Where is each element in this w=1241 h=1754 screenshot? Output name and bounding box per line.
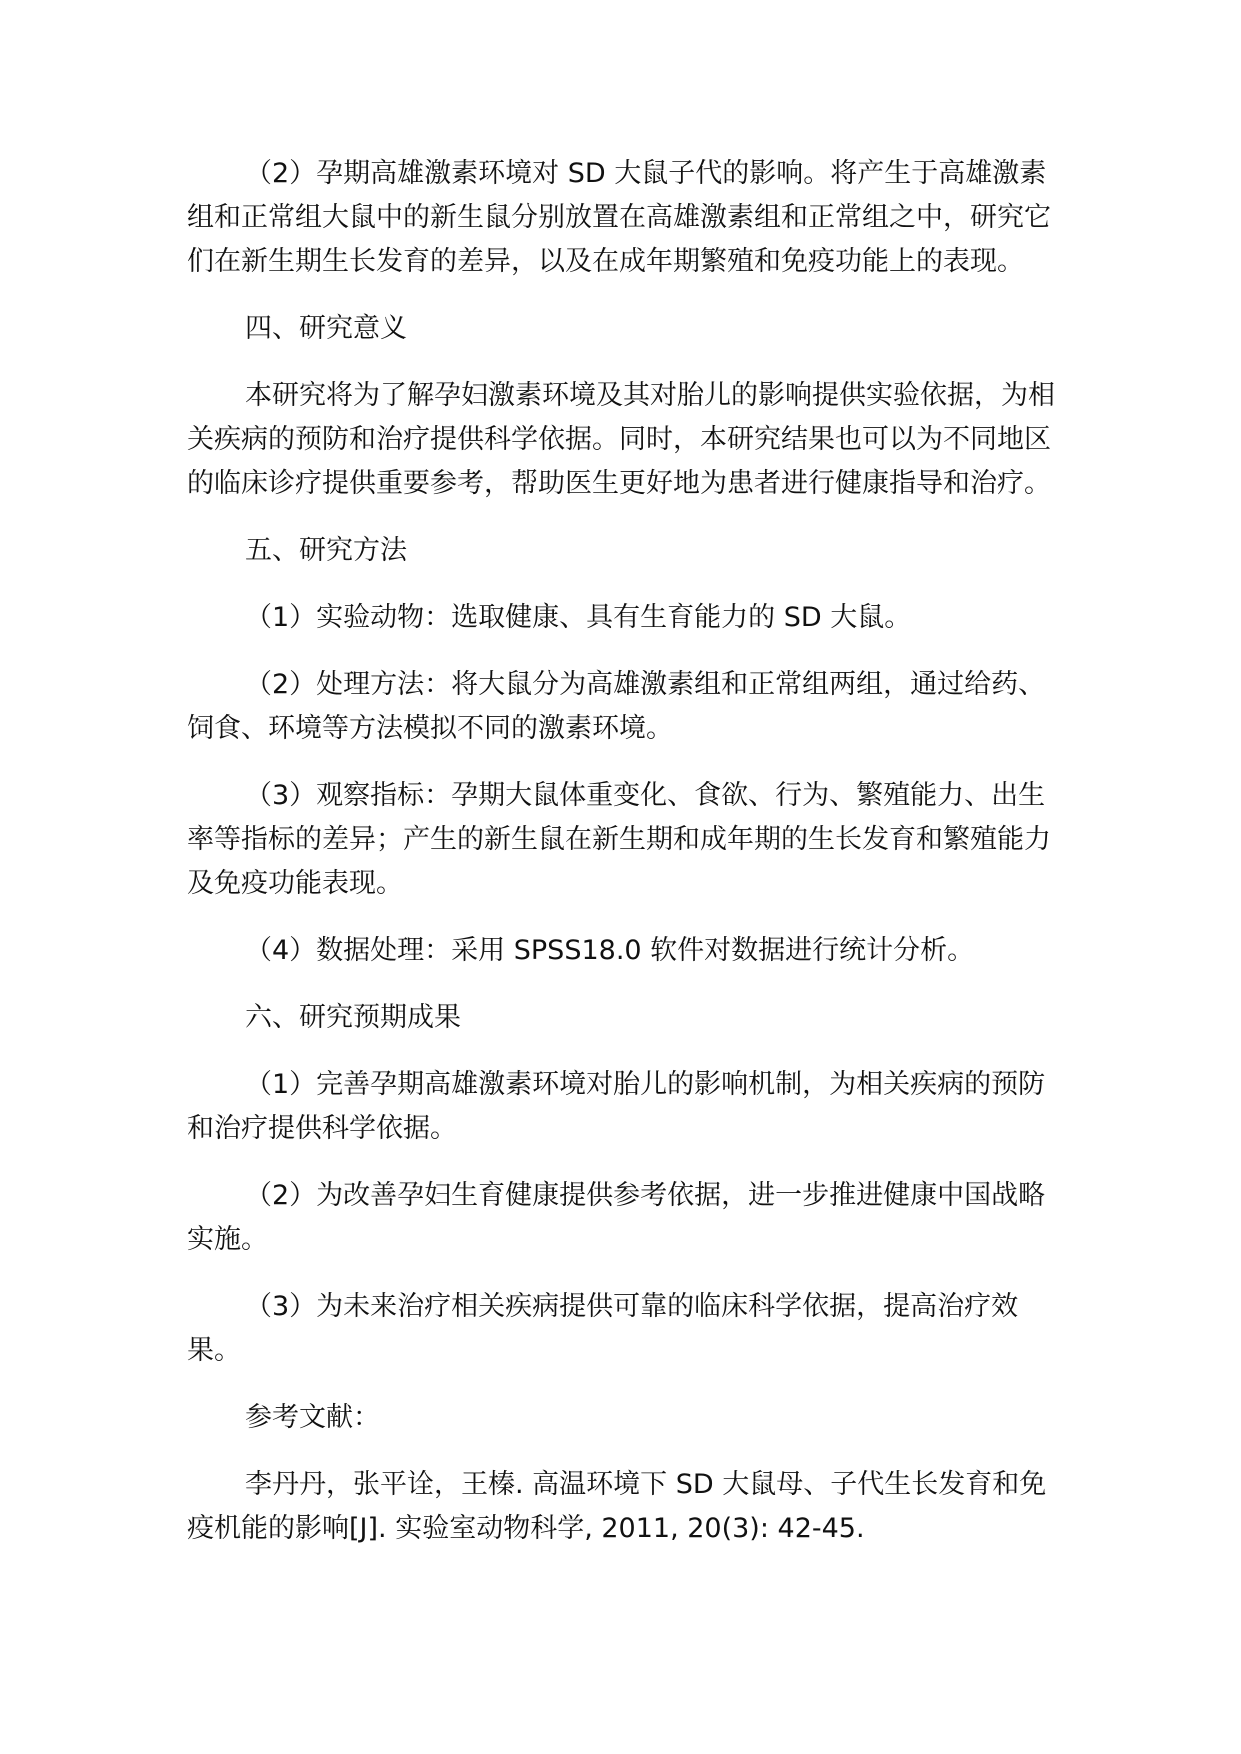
heading-references: 参考文献： — [245, 1402, 380, 1433]
heading-research-methods: 五、研究方法 — [245, 535, 407, 566]
paragraph-method-animals: （1）实验动物：选取健康、具有生育能力的 SD 大鼠。 — [245, 602, 912, 633]
paragraph-method-data: （4）数据处理：采用 SPSS18.0 软件对数据进行统计分析。 — [245, 935, 975, 966]
paragraph-research-significance: 本研究将为了解孕妇激素环境及其对胎儿的影响提供实验依据，为相关疾病的预防和治疗提供科学依据。同时，本研究结果也可以为不同地区的临床诊疗提供重要参考，帮助医生更好地为患者进行健康指导和治疗。 — [187, 380, 1055, 499]
paragraph-method-treatment: （2）处理方法：将大鼠分为高雄激素组和正常组两组，通过给药、饲食、环境等方法模拟不同的激素环境。 — [187, 669, 1046, 744]
document-page — [187, 152, 1067, 1574]
paragraph-result-2: （2）为改善孕妇生育健康提供参考依据，进一步推进健康中国战略实施。 — [187, 1180, 1046, 1255]
paragraph-result-3: （3）为未来治疗相关疾病提供可靠的临床科学依据，提高治疗效果。 — [187, 1291, 1019, 1366]
reference-item: 李丹丹，张平诠，王榛. 高温环境下 SD 大鼠母、子代生长发育和免疫机能的影响[J]. 实验室动物科学, 2011, 20(3): 42-45. — [187, 1469, 1047, 1544]
paragraph-result-1: （1）完善孕期高雄激素环境对胎儿的影响机制，为相关疾病的预防和治疗提供科学依据。 — [187, 1069, 1046, 1144]
paragraph-item-2-offspring: （2）孕期高雄激素环境对 SD 大鼠子代的影响。将产生于高雄激素组和正常组大鼠中的新生鼠分别放置在高雄激素组和正常组之中，研究它们在新生期生长发育的差异，以及在成年期繁殖和免疫功能上的表现。 — [187, 158, 1051, 277]
paragraph-method-indicators: （3）观察指标：孕期大鼠体重变化、食欲、行为、繁殖能力、出生率等指标的差异；产生的新生鼠在新生期和成年期的生长发育和繁殖能力及免疫功能表现。 — [187, 780, 1051, 899]
heading-expected-results: 六、研究预期成果 — [245, 1002, 461, 1033]
heading-research-significance: 四、研究意义 — [245, 313, 407, 344]
